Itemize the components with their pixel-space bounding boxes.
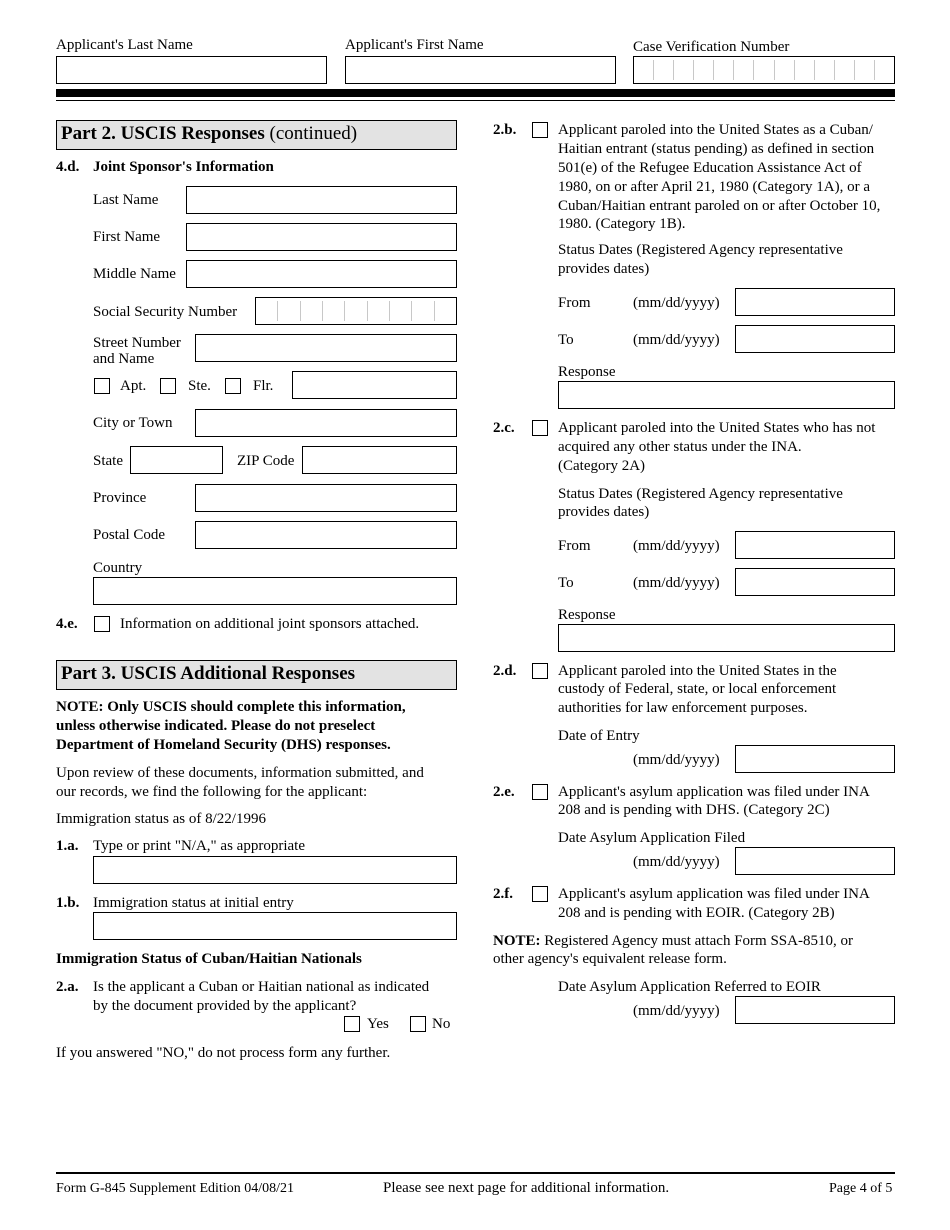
q2f-line2: 208 and is pending with EOIR. (Category 2B)	[558, 905, 835, 921]
q2c-response-input[interactable]	[558, 624, 895, 652]
sponsor-country-input[interactable]	[93, 577, 457, 605]
q2d-line1: Applicant paroled into the United States in the	[558, 663, 837, 679]
unit-number-input[interactable]	[292, 371, 457, 399]
q2a-yes-checkbox[interactable]	[344, 1016, 360, 1032]
q1b-label: Immigration status at initial entry	[93, 895, 294, 911]
part3-title: Part 3. USCIS Additional Responses	[61, 663, 356, 684]
q2a-line1: Is the applicant a Cuban or Haitian national as indicated	[93, 979, 430, 995]
q4d-title: Joint Sponsor's Information	[93, 159, 274, 175]
q2c-checkbox[interactable]	[532, 420, 548, 436]
sponsor-zip-input[interactable]	[302, 446, 457, 474]
q2b-line3: 501(e) of the Refugee Education Assistance Act of	[558, 160, 862, 176]
ste-label: Ste.	[188, 378, 211, 394]
applicant-last-name-input[interactable]	[56, 56, 327, 84]
eoir-date-format: (mm/dd/yyyy)	[633, 1003, 720, 1019]
q1a-input[interactable]	[93, 856, 457, 884]
sponsor-province-input[interactable]	[195, 484, 457, 512]
sponsor-middle-name-label: Middle Name	[93, 266, 176, 282]
part3-note-line1: NOTE: Only USCIS should complete this information,	[56, 699, 406, 715]
right-note-line1	[493, 932, 853, 950]
sponsor-first-name-input[interactable]	[186, 223, 457, 251]
q1b-input[interactable]	[93, 912, 457, 940]
sponsor-middle-name-input[interactable]	[186, 260, 457, 288]
q2c-to-format: (mm/dd/yyyy)	[633, 575, 720, 591]
applicant-first-name-label: Applicant's First Name	[345, 37, 484, 53]
header-rule-thick	[56, 89, 895, 97]
footer-page-number: Page 4 of 5	[829, 1181, 893, 1196]
q2d-date-format: (mm/dd/yyyy)	[633, 752, 720, 768]
q1b-number: 1.b.	[56, 895, 80, 911]
q2c-status-line1: Status Dates (Registered Agency representative	[558, 486, 843, 502]
q2b-from-label: From	[558, 295, 591, 311]
eoir-date-input[interactable]	[735, 996, 895, 1024]
sponsor-state-label: State	[93, 453, 123, 469]
q2f-number: 2.f.	[493, 886, 513, 902]
q2f-line1: Applicant's asylum application was filed under INA	[558, 886, 870, 902]
q2b-status-line2: provides dates)	[558, 261, 650, 277]
q2b-checkbox[interactable]	[532, 122, 548, 138]
q2d-checkbox[interactable]	[532, 663, 548, 679]
sponsor-street-input[interactable]	[195, 334, 457, 362]
sponsor-postal-input[interactable]	[195, 521, 457, 549]
sponsor-street-label-2: and Name	[93, 351, 155, 367]
q2b-line6: 1980. (Category 1B).	[558, 216, 686, 232]
q2c-from-format: (mm/dd/yyyy)	[633, 538, 720, 554]
q2a-no-label: No	[432, 1016, 451, 1032]
review-line2: our records, we find the following for the applicant:	[56, 784, 368, 800]
sponsor-street-label-1: Street Number	[93, 335, 181, 351]
eoir-date-label: Date Asylum Application Referred to EOIR	[558, 979, 821, 995]
q2b-from-date-input[interactable]	[735, 288, 895, 316]
sponsor-city-label: City or Town	[93, 415, 173, 431]
flr-label: Flr.	[253, 378, 274, 394]
q2b-line2: Haitian entrant (status pending) as defined in section	[558, 141, 875, 157]
q2b-response-label: Response	[558, 364, 616, 380]
flr-checkbox[interactable]	[225, 378, 241, 394]
case-verification-input[interactable]	[633, 56, 895, 84]
q2c-number: 2.c.	[493, 420, 515, 436]
cuban-haitian-heading: Immigration Status of Cuban/Haitian Nationals	[56, 951, 362, 967]
q2d-line3: authorities for law enforcement purposes.	[558, 700, 808, 716]
immigration-status-label: Immigration status as of 8/22/1996	[56, 811, 266, 827]
part2-header	[56, 120, 457, 150]
q2b-to-label: To	[558, 332, 574, 348]
q2c-to-label: To	[558, 575, 574, 591]
q2e-number: 2.e.	[493, 784, 515, 800]
q2d-date-of-entry-input[interactable]	[735, 745, 895, 773]
q2e-date-label: Date Asylum Application Filed	[558, 830, 746, 846]
q2b-line5: Cuban/Haitian entrant paroled on or after October 10,	[558, 198, 881, 214]
right-note-line2: other agency's equivalent release form.	[493, 951, 727, 967]
q2f-checkbox[interactable]	[532, 886, 548, 902]
sponsor-zip-label: ZIP Code	[237, 453, 295, 469]
q2c-to-date-input[interactable]	[735, 568, 895, 596]
q2b-from-format: (mm/dd/yyyy)	[633, 295, 720, 311]
part3-note-line3: Department of Homeland Security (DHS) responses.	[56, 737, 391, 753]
q2b-line1: Applicant paroled into the United States as a Cuban/	[558, 122, 873, 138]
q2c-from-date-input[interactable]	[735, 531, 895, 559]
applicant-first-name-input[interactable]	[345, 56, 616, 84]
q2c-response-label: Response	[558, 607, 616, 623]
q2e-date-format: (mm/dd/yyyy)	[633, 854, 720, 870]
q2b-status-line1: Status Dates (Registered Agency representative	[558, 242, 843, 258]
part3-header	[56, 660, 457, 690]
q2c-line2: acquired any other status under the INA.	[558, 439, 802, 455]
q2a-number: 2.a.	[56, 979, 79, 995]
footer-rule	[56, 1172, 895, 1174]
q1a-number: 1.a.	[56, 838, 79, 854]
sponsor-city-input[interactable]	[195, 409, 457, 437]
footer-next-page-note: Please see next page for additional information.	[383, 1180, 670, 1196]
q2e-line2: 208 and is pending with DHS. (Category 2C)	[558, 802, 830, 818]
additional-sponsors-label: Information on additional joint sponsors attached.	[120, 616, 420, 632]
sponsor-last-name-label: Last Name	[93, 192, 159, 208]
footer-form-edition: Form G-845 Supplement Edition 04/08/21	[56, 1181, 294, 1196]
q2b-response-input[interactable]	[558, 381, 895, 409]
sponsor-province-label: Province	[93, 490, 147, 506]
q2a-yes-label: Yes	[367, 1016, 389, 1032]
sponsor-last-name-input[interactable]	[186, 186, 457, 214]
sponsor-country-label: Country	[93, 560, 143, 576]
q2b-to-date-input[interactable]	[735, 325, 895, 353]
q2c-status-line2: provides dates)	[558, 504, 650, 520]
sponsor-postal-label: Postal Code	[93, 527, 166, 543]
sponsor-first-name-label: First Name	[93, 229, 161, 245]
part2-title: Part 2. USCIS Responses	[61, 123, 265, 144]
q2b-number: 2.b.	[493, 122, 517, 138]
part3-note-line2: unless otherwise indicated. Please do not preselect	[56, 718, 376, 734]
q2b-line4: 1980, on or after April 21, 1980 (Category 1A), or a	[558, 179, 871, 195]
sponsor-state-select[interactable]	[130, 446, 223, 474]
q2d-line2: custody of Federal, state, or local enforcement	[558, 681, 837, 697]
right-note-bold: NOTE:	[493, 933, 541, 949]
q2c-from-label: From	[558, 538, 591, 554]
q4d-number: 4.d.	[56, 159, 80, 175]
q1a-label: Type or print "N/A," as appropriate	[93, 838, 305, 854]
additional-sponsors-checkbox[interactable]	[94, 616, 110, 632]
q2d-date-label: Date of Entry	[558, 728, 640, 744]
q2e-line1: Applicant's asylum application was filed under INA	[558, 784, 870, 800]
q2b-to-format: (mm/dd/yyyy)	[633, 332, 720, 348]
sponsor-ssn-label: Social Security Number	[93, 304, 238, 320]
q2e-checkbox[interactable]	[532, 784, 548, 800]
sponsor-ssn-input[interactable]	[255, 297, 457, 325]
q2e-date-filed-input[interactable]	[735, 847, 895, 875]
if-no-instruction: If you answered "NO," do not process form any further.	[56, 1045, 391, 1061]
q2d-number: 2.d.	[493, 663, 517, 679]
q2a-no-checkbox[interactable]	[410, 1016, 426, 1032]
case-verification-label: Case Verification Number	[633, 39, 790, 55]
header-rule-thin	[56, 100, 895, 101]
apt-label: Apt.	[120, 378, 147, 394]
apt-checkbox[interactable]	[94, 378, 110, 394]
q2c-line1: Applicant paroled into the United States who has not	[558, 420, 876, 436]
review-line1: Upon review of these documents, information submitted, and	[56, 765, 424, 781]
q2a-line2: by the document provided by the applicant?	[93, 998, 357, 1014]
ste-checkbox[interactable]	[160, 378, 176, 394]
applicant-last-name-label: Applicant's Last Name	[56, 37, 193, 53]
q4e-number: 4.e.	[56, 616, 78, 632]
right-note-text: Registered Agency must attach Form SSA-8510, or	[544, 933, 853, 949]
part2-title-suffix: (continued)	[269, 123, 358, 144]
q2c-line3: (Category 2A)	[558, 458, 646, 474]
